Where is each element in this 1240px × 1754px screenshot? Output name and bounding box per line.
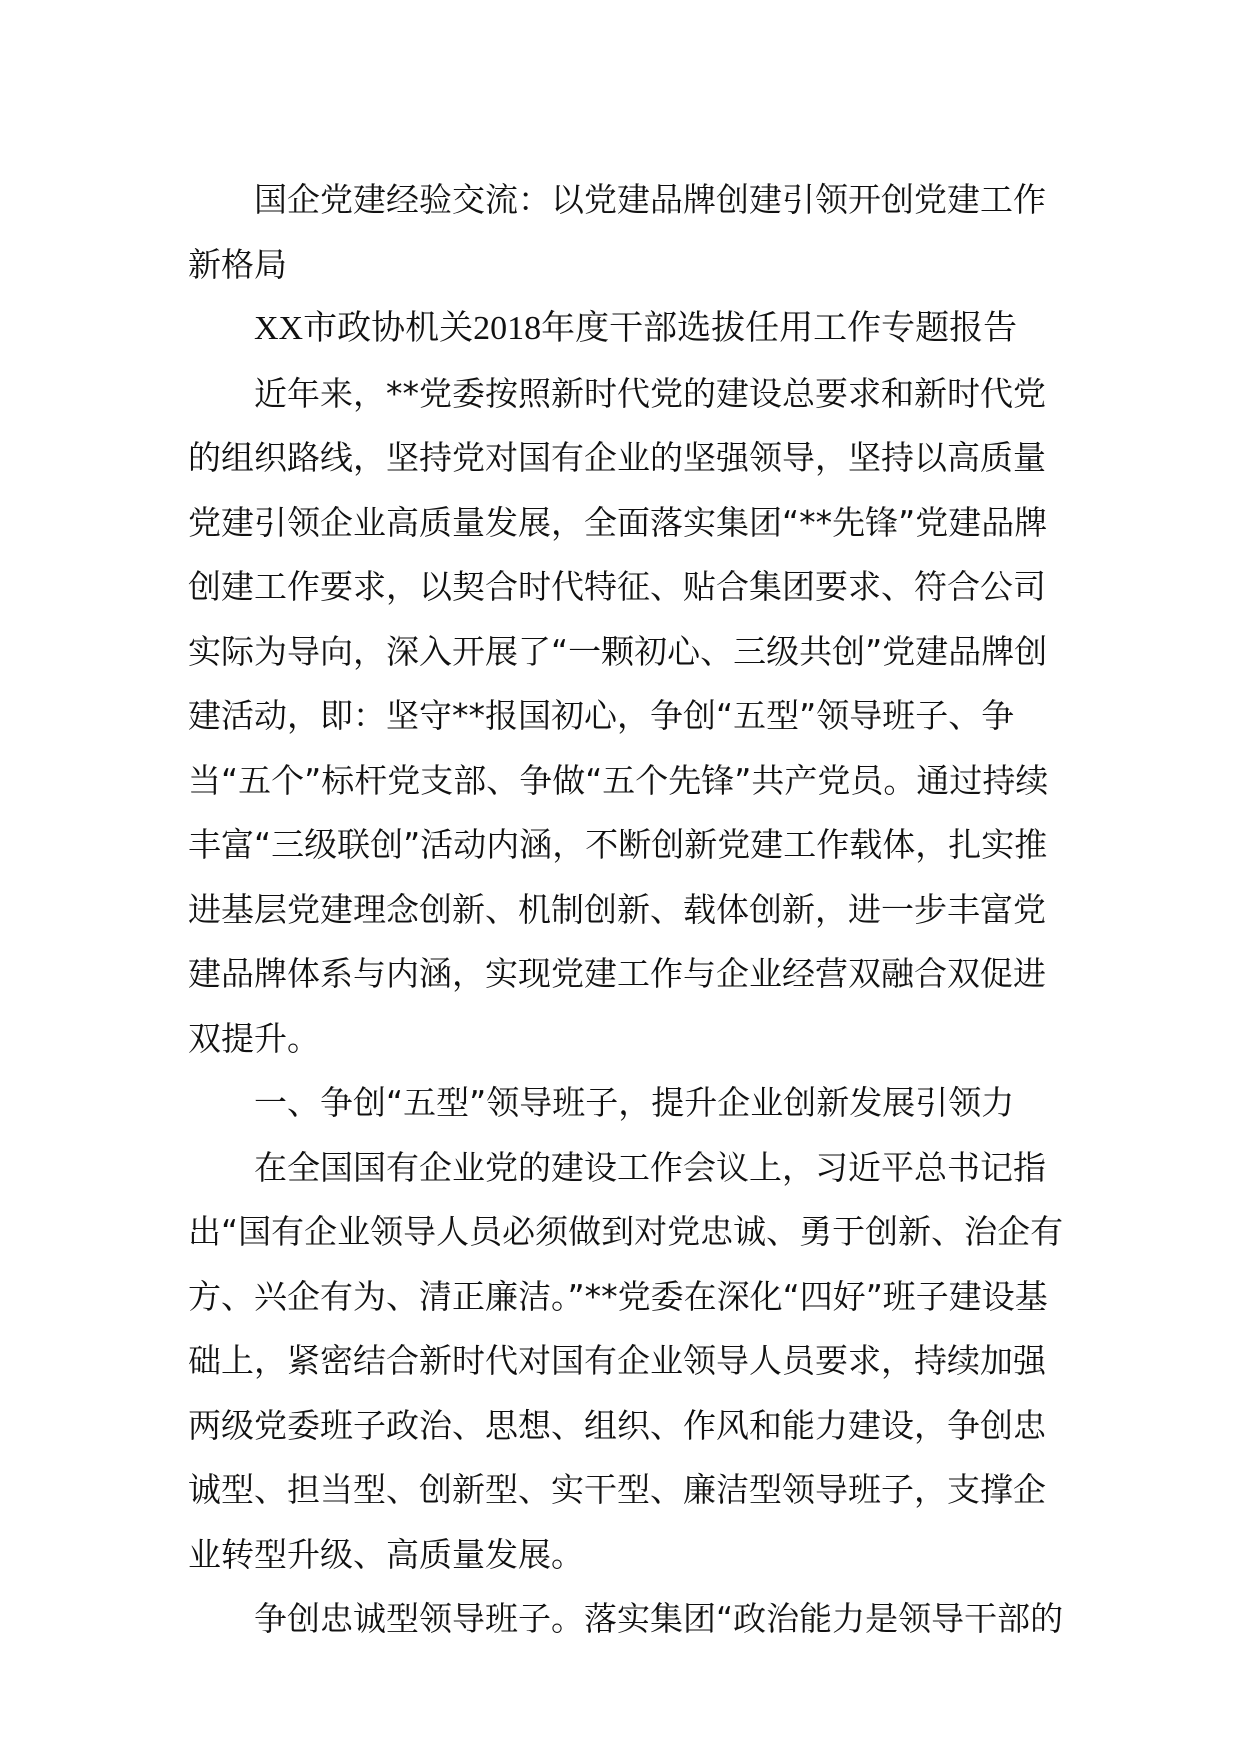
section-heading-1: 一、争创“五型”领导班子，提升企业创新发展引领力 xyxy=(254,1083,1015,1122)
document-subtitle: XX市政协机关2018年度干部选拔任用工作专题报告 xyxy=(254,310,1018,347)
document-title: 国企党建经验交流：以党建品牌创建引领开创党建工作新格局 xyxy=(188,180,1046,284)
document-body xyxy=(188,168,1068,1652)
paragraph-intro: 近年来，**党委按照新时代党的建设总要求和新时代党的组织路线，坚持党对国有企业的坚强领导，坚持以高质量党建引领企业高质量发展，全面落实集团“**先锋”党建品牌创建工作要求，以契合时代特征、贴合集团要求、符合公司实际为导向，深入开展了“一颗初心、三级共创”党建品牌创建活动，即：坚守**报国初心，争创“五型”领导班子、争当“五个”标杆党支部、争做“五个先锋”共产党员。通过持续丰富“三级联创”活动内涵，不断创新党建工作载体，扎实推进基层党建理念创新、机制创新、载体创新，进一步丰富党建品牌体系与内涵，实现党建工作与企业经营双融合双促进双提升。 xyxy=(188,373,1049,1058)
paragraph-section-1: 在全国国有企业党的建设工作会议上，习近平总书记指出“国有企业领导人员必须做到对党忠诚、勇于创新、治企有方、兴企有为、清正廉洁。”**党委在深化“四好”班子建设基础上，紧密结合新时代对国有企业领导人员要求，持续加强两级党委班子政治、思想、组织、作风和能力建设，争创忠诚型、担当型、创新型、实干型、廉洁型领导班子，支撑企业转型升级、高质量发展。 xyxy=(188,1147,1064,1574)
paragraph-loyalty-team: 争创忠诚型领导班子。落实集团“政治能力是领导干部的 xyxy=(254,1599,1064,1638)
